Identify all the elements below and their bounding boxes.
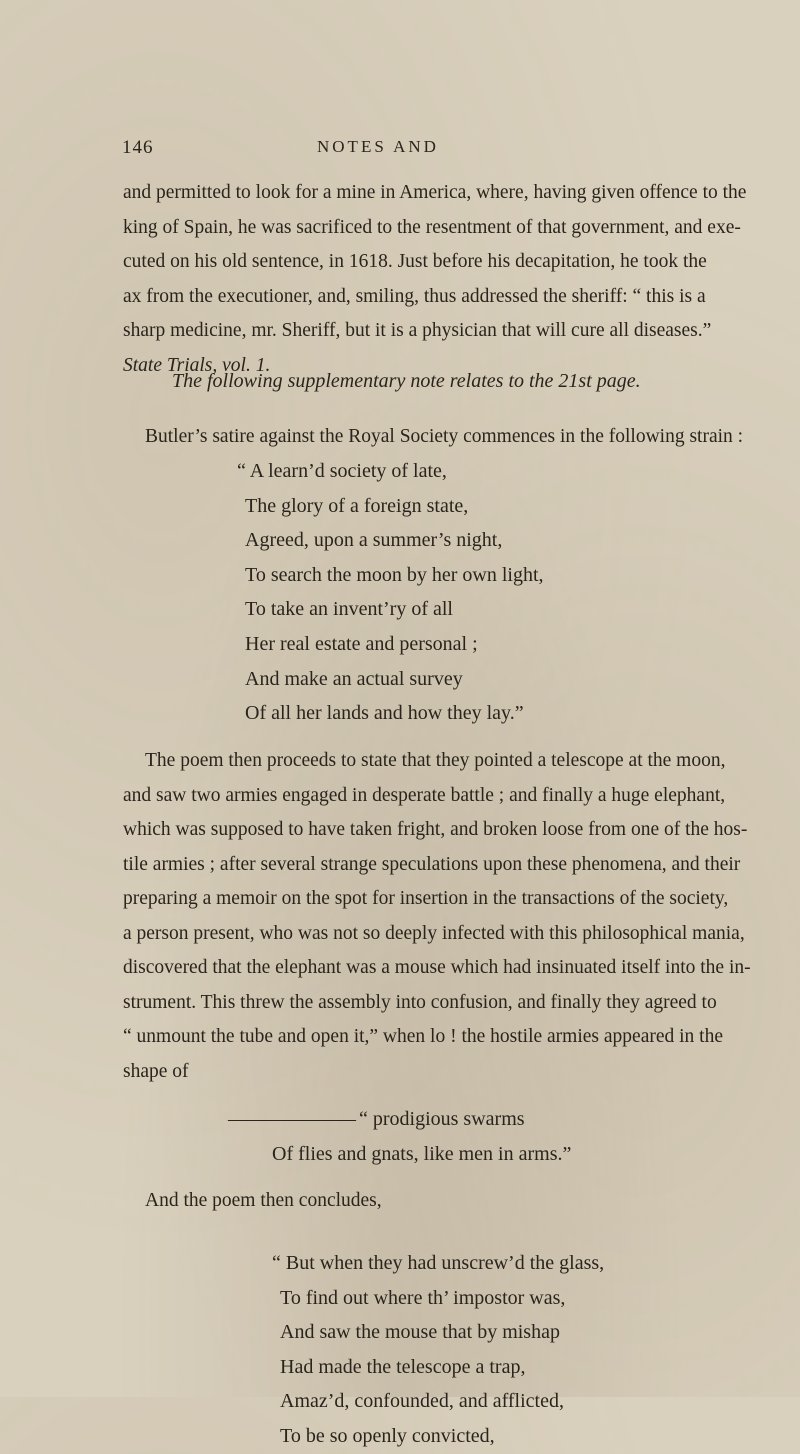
verse-line: “ A learn’d society of late, — [237, 460, 447, 482]
paragraph-telescope — [123, 744, 763, 1089]
verse-line: “ But when they had unscrew’d the glass, — [272, 1252, 605, 1274]
quote-text: “ prodigious swarms — [359, 1108, 525, 1130]
text-line: ax from the executioner, and, smiling, thus addressed the sheriff: “ this is a — [123, 285, 706, 307]
verse-line: And saw the mouse that by mishap — [280, 1321, 560, 1344]
verse-line: Her real estate and personal ; — [245, 632, 478, 655]
verse-line: Agreed, upon a summer’s night, — [245, 529, 503, 552]
verse-line: To take an invent’ry of all — [245, 598, 453, 621]
text-line: and saw two armies engaged in desperate battle ; and finally a huge elephant, — [123, 784, 726, 806]
verse-line: To be so openly convicted, — [280, 1424, 495, 1447]
text-line: Butler’s satire against the Royal Society commences in the following strain : — [145, 426, 744, 447]
text-line: sharp medicine, mr. Sheriff, but it is a physician that will cure all diseases.” — [123, 320, 712, 341]
quote-rule: ——————— — [228, 1108, 354, 1130]
paragraph-ralegh — [123, 176, 763, 383]
verse-swarms — [228, 1102, 571, 1171]
verse-line: Amaz’d, confounded, and afflicted, — [280, 1390, 564, 1413]
verse-line: The glory of a foreign state, — [245, 494, 469, 517]
verse-line: To search the moon by her own light, — [245, 563, 544, 586]
text-line: strument. This threw the assembly into confusion, and finally they agreed to — [123, 991, 717, 1013]
verse-line: Had made the telescope a trap, — [280, 1355, 526, 1378]
verse-opening — [237, 454, 544, 731]
text-line: cuted on his old sentence, in 1618. Just before his decapitation, he took the — [123, 251, 707, 272]
text-line: And the poem then concludes, — [145, 1190, 382, 1211]
text-line: shape of — [123, 1060, 189, 1082]
running-header — [122, 137, 740, 167]
text-line: State Trials, vol. 1. — [123, 354, 271, 376]
intro-line — [123, 420, 763, 455]
text-line: tile armies ; after several strange speculations upon these phenomena, and their — [123, 853, 741, 875]
concluding-line — [123, 1184, 763, 1219]
verse-line: And make an actual survey — [245, 667, 463, 690]
supplementary-note-heading: The following supplementary note relates to the 21st page. — [172, 370, 641, 392]
verse-closing — [272, 1246, 605, 1454]
verse-line — [228, 1102, 571, 1137]
verse-line: Of all her lands and how they lay.” — [245, 702, 524, 725]
text-line: preparing a memoir on the spot for insertion in the transactions of the society, — [123, 888, 729, 909]
text-line: and permitted to look for a mine in America, where, having given offence to the — [123, 182, 747, 203]
verse-line: To find out where th’ impostor was, — [280, 1286, 566, 1309]
text-line: discovered that the elephant was a mouse which had insinuated itself into the in- — [123, 957, 751, 978]
text-line: “ unmount the tube and open it,” when lo ! the hostile armies appeared in the — [123, 1026, 723, 1047]
text-line: The poem then proceeds to state that they pointed a telescope at the moon, — [145, 750, 726, 771]
verse-line: Of flies and gnats, like men in arms.” — [272, 1142, 572, 1165]
text-line: king of Spain, he was sacrificed to the resentment of that government, and exe- — [123, 216, 741, 238]
text-line: a person present, who was not so deeply infected with this philosophical mania, — [123, 922, 745, 944]
text-line: which was supposed to have taken fright, and broken loose from one of the hos- — [123, 819, 748, 840]
page-number: 146 — [122, 137, 154, 158]
running-head: NOTES AND — [317, 137, 439, 156]
